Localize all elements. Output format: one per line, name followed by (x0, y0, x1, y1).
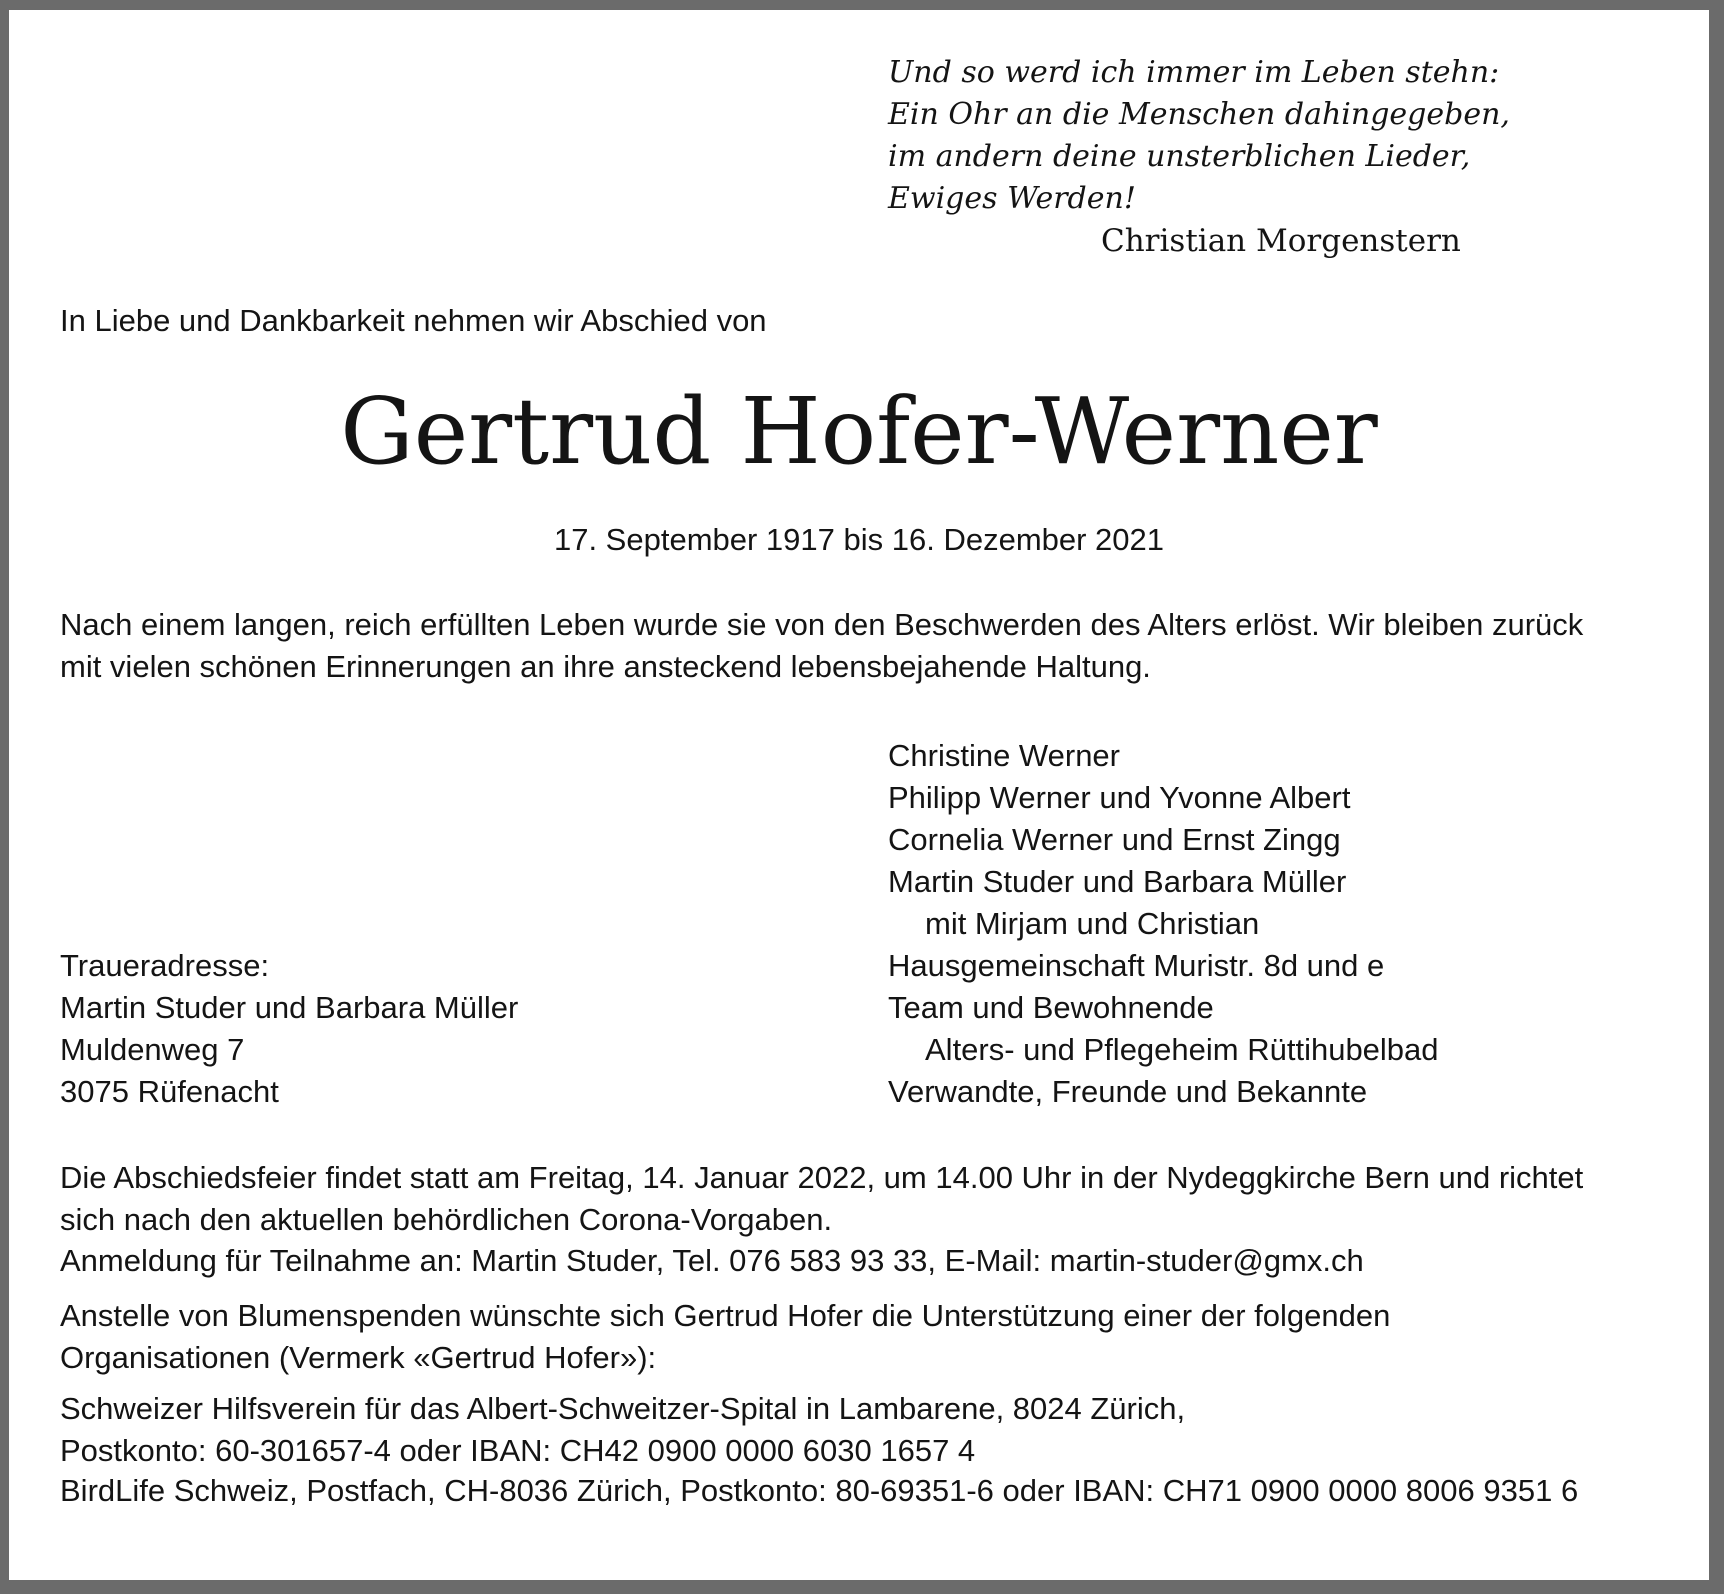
service-info (60, 1157, 1664, 1241)
mourner: Hausgemeinschaft Muristr. 8d und e (888, 948, 1385, 983)
service-line: sich nach den aktuellen behördlichen Corona-Vorgaben. (60, 1202, 833, 1237)
quote (888, 52, 1510, 220)
address-label: Traueradresse: (60, 948, 270, 983)
mourners-list (888, 735, 1439, 1113)
address-name: Martin Studer und Barbara Müller (60, 990, 519, 1025)
mourner: Cornelia Werner und Ernst Zingg (888, 822, 1341, 857)
quote-line: Und so werd ich immer im Leben stehn: (888, 55, 1500, 90)
mourner: Martin Studer und Barbara Müller (888, 864, 1347, 899)
deceased-name: Gertrud Hofer-Werner (340, 378, 1378, 485)
donation-line: Anstelle von Blumenspenden wünschte sich Gertrud Hofer die Unterstützung einer der folgenden (60, 1298, 1391, 1333)
mourner: Christine Werner (888, 738, 1121, 773)
address-city: 3075 Rüfenacht (60, 1074, 279, 1109)
tribute-line: mit vielen schönen Erinnerungen an ihre ansteckend lebensbejahende Haltung. (60, 649, 1151, 684)
mourning-address (60, 945, 518, 1113)
registration-line: Anmeldung für Teilnahme an: Martin Studer, Tel. 076 583 93 33, E-Mail: martin-studer@gmx.ch (60, 1243, 1364, 1278)
address-street: Muldenweg 7 (60, 1032, 245, 1067)
life-dates: 17. September 1917 bis 16. Dezember 2021 (553, 522, 1165, 557)
registration-info (60, 1240, 1664, 1282)
mourner: Philipp Werner und Yvonne Albert (888, 780, 1351, 815)
organisation-2 (60, 1470, 1664, 1512)
mourner: Team und Bewohnende (888, 990, 1214, 1025)
mourner: Alters- und Pflegeheim Rüttihubelbad (925, 1032, 1439, 1067)
quote-line: Ein Ohr an die Menschen dahingegeben, (888, 97, 1510, 132)
donation-line: Organisationen (Vermerk «Gertrud Hofer»): (60, 1340, 657, 1375)
tribute-line: Nach einem langen, reich erfüllten Leben wurde sie von den Beschwerden des Alters erlöst. Wir bleiben zurück (60, 607, 1584, 642)
organisation-1 (60, 1388, 1664, 1472)
intro-text: In Liebe und Dankbarkeit nehmen wir Abschied von (60, 303, 767, 338)
mourner: Verwandte, Freunde und Bekannte (888, 1074, 1368, 1109)
organisation-line: BirdLife Schweiz, Postfach, CH-8036 Zürich, Postkonto: 80-69351-6 oder IBAN: CH71 0900 0000 8006 9351 6 (60, 1473, 1579, 1508)
quote-line: Ewiges Werden! (888, 181, 1136, 216)
tribute-paragraph (60, 604, 1664, 688)
donation-request (60, 1295, 1664, 1379)
quote-author: Christian Morgenstern (1101, 223, 1461, 259)
organisation-line: Postkonto: 60-301657-4 oder IBAN: CH42 0900 0000 6030 1657 4 (60, 1433, 976, 1468)
mourner: mit Mirjam und Christian (925, 906, 1260, 941)
obituary-page (9, 10, 1709, 1580)
service-line: Die Abschiedsfeier findet statt am Freitag, 14. Januar 2022, um 14.00 Uhr in der Nydeggkirche Bern und richtet (60, 1160, 1584, 1195)
organisation-line: Schweizer Hilfsverein für das Albert-Schweitzer-Spital in Lambarene, 8024 Zürich, (60, 1391, 1186, 1426)
quote-line: im andern deine unsterblichen Lieder, (888, 139, 1471, 174)
